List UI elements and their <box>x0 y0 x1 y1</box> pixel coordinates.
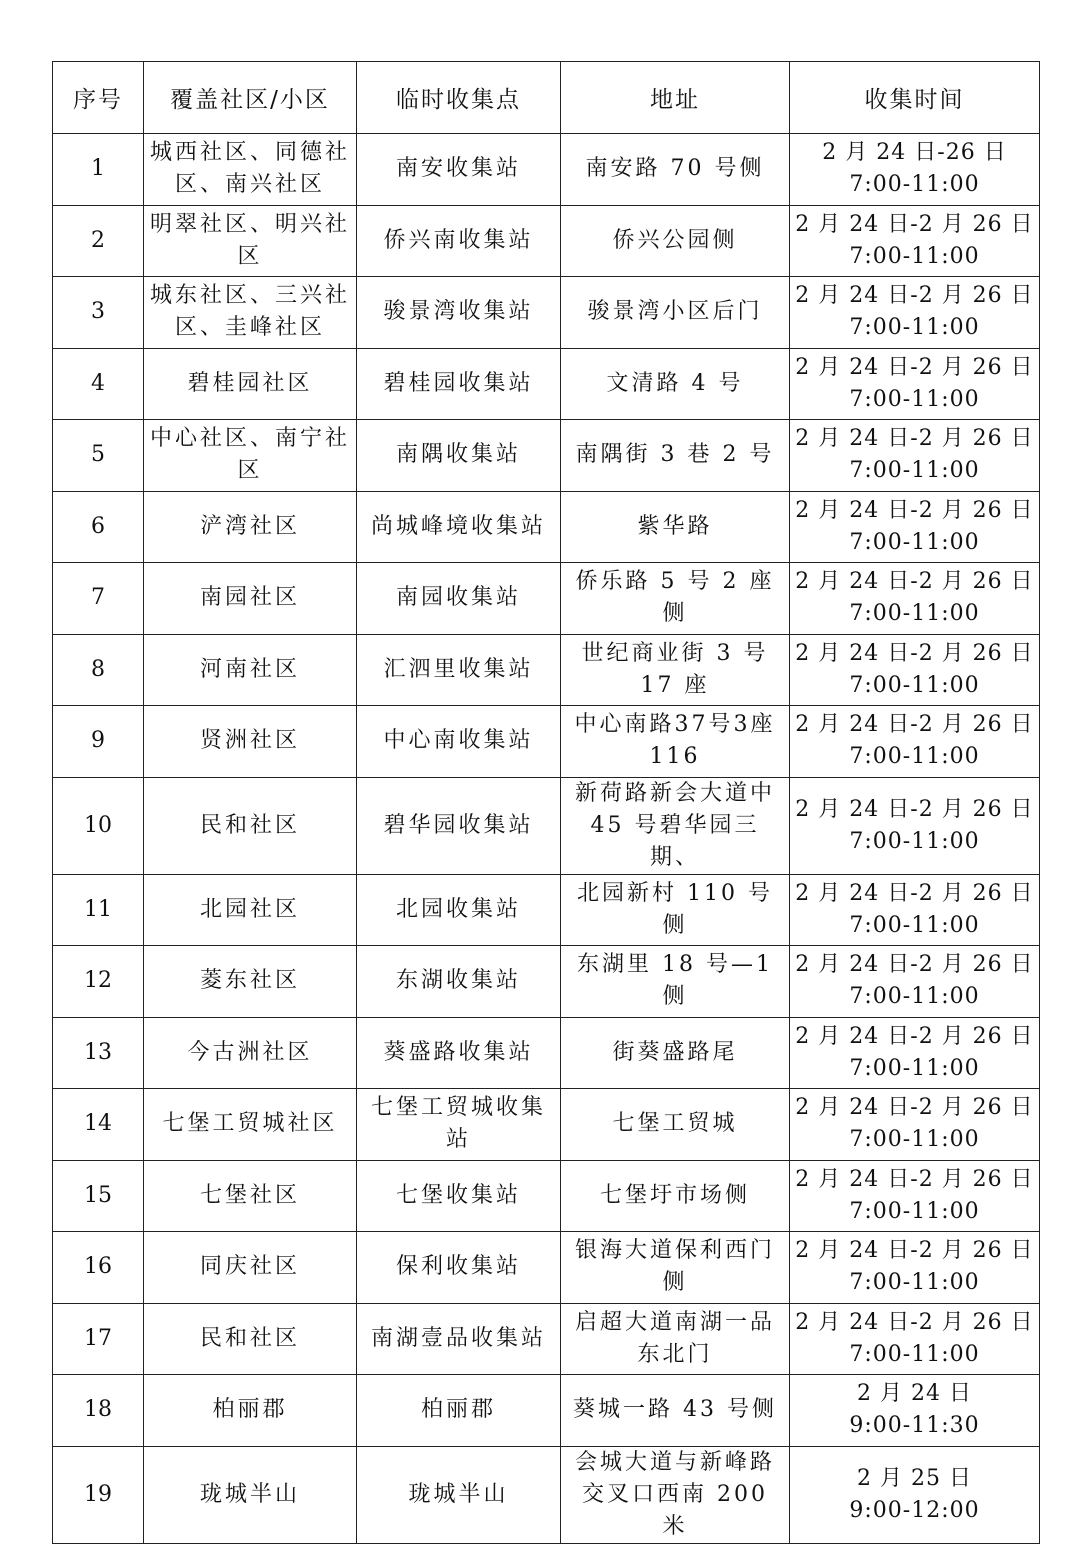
row-collection-point: 南安收集站 <box>357 134 561 206</box>
row-collection-time <box>790 634 1040 706</box>
row-collection-point: 南隅收集站 <box>357 420 561 492</box>
table-row <box>53 1303 1040 1375</box>
row-serial-no: 5 <box>53 420 144 492</box>
table-row <box>53 1017 1040 1089</box>
header-address: 地址 <box>561 62 790 134</box>
row-address: 东湖里 18 号—1 侧 <box>561 946 790 1018</box>
row-serial-no: 19 <box>53 1446 144 1543</box>
row-address: 启超大道南湖一品东北门 <box>561 1303 790 1375</box>
row-address: 七堡圩市场侧 <box>561 1160 790 1232</box>
row-community: 柏丽郡 <box>144 1375 357 1447</box>
row-collection-date: 2 月 24 日-2 月 26 日 <box>795 283 1034 309</box>
row-collection-point: 保利收集站 <box>357 1232 561 1304</box>
row-collection-time <box>790 134 1040 206</box>
row-serial-no: 8 <box>53 634 144 706</box>
row-collection-time <box>790 777 1040 874</box>
row-community: 浐湾社区 <box>144 491 357 563</box>
row-collection-date: 2 月 24 日-2 月 26 日 <box>795 1238 1034 1264</box>
header-collection-time: 收集时间 <box>790 62 1040 134</box>
row-collection-date: 2 月 24 日-2 月 26 日 <box>795 712 1034 738</box>
row-collection-point: 北园收集站 <box>357 874 561 946</box>
row-address: 紫华路 <box>561 491 790 563</box>
row-serial-no: 15 <box>53 1160 144 1232</box>
row-collection-point: 珑城半山 <box>357 1446 561 1543</box>
row-community: 七堡工贸城社区 <box>144 1089 357 1161</box>
row-serial-no: 3 <box>53 277 144 349</box>
table-row <box>53 777 1040 874</box>
row-address: 侨乐路 5 号 2 座侧 <box>561 563 790 635</box>
row-collection-date: 2 月 24 日-2 月 26 日 <box>795 569 1034 595</box>
row-serial-no: 7 <box>53 563 144 635</box>
row-serial-no: 11 <box>53 874 144 946</box>
row-community: 民和社区 <box>144 1303 357 1375</box>
row-serial-no: 6 <box>53 491 144 563</box>
row-address: 世纪商业街 3 号 17 座 <box>561 634 790 706</box>
row-collection-time <box>790 563 1040 635</box>
row-collection-date: 2 月 24 日-2 月 26 日 <box>795 354 1034 380</box>
row-address: 街葵盛路尾 <box>561 1017 790 1089</box>
row-serial-no: 10 <box>53 777 144 874</box>
header-serial-no: 序号 <box>53 62 144 134</box>
row-address: 银海大道保利西门侧 <box>561 1232 790 1304</box>
row-community: 今古洲社区 <box>144 1017 357 1089</box>
row-collection-point: 汇泗里收集站 <box>357 634 561 706</box>
row-address: 侨兴公园侧 <box>561 205 790 277</box>
row-collection-hours: 7:00-11:00 <box>849 744 980 770</box>
row-collection-hours: 7:00-11:00 <box>849 315 980 341</box>
row-community: 同庆社区 <box>144 1232 357 1304</box>
row-collection-hours: 7:00-11:00 <box>849 1055 980 1081</box>
table-row <box>53 205 1040 277</box>
row-address: 北园新村 110 号侧 <box>561 874 790 946</box>
row-collection-date: 2 月 24 日-2 月 26 日 <box>795 880 1034 906</box>
row-collection-date: 2 月 24 日-2 月 26 日 <box>795 497 1034 523</box>
row-collection-hours: 7:00-11:00 <box>849 1198 980 1224</box>
row-community: 明翠社区、明兴社区 <box>144 205 357 277</box>
row-collection-point: 碧华园收集站 <box>357 777 561 874</box>
row-collection-date: 2 月 24 日-2 月 26 日 <box>795 1095 1034 1121</box>
row-community: 城西社区、同德社区、南兴社区 <box>144 134 357 206</box>
row-community: 城东社区、三兴社区、圭峰社区 <box>144 277 357 349</box>
row-collection-time <box>790 348 1040 420</box>
row-address: 南隅街 3 巷 2 号 <box>561 420 790 492</box>
row-collection-time <box>790 1375 1040 1447</box>
row-collection-date: 2 月 24 日-26 日 <box>822 140 1007 166</box>
row-address: 骏景湾小区后门 <box>561 277 790 349</box>
row-collection-point: 南湖壹品收集站 <box>357 1303 561 1375</box>
row-community: 珑城半山 <box>144 1446 357 1543</box>
row-address: 南安路 70 号侧 <box>561 134 790 206</box>
row-collection-point: 柏丽郡 <box>357 1375 561 1447</box>
row-serial-no: 4 <box>53 348 144 420</box>
table-row <box>53 874 1040 946</box>
row-collection-hours: 7:00-11:00 <box>849 386 980 412</box>
table-row <box>53 420 1040 492</box>
row-collection-date: 2 月 24 日-2 月 26 日 <box>795 1309 1034 1335</box>
row-collection-point: 葵盛路收集站 <box>357 1017 561 1089</box>
row-collection-point: 七堡工贸城收集站 <box>357 1089 561 1161</box>
row-collection-point: 东湖收集站 <box>357 946 561 1018</box>
row-collection-point: 七堡收集站 <box>357 1160 561 1232</box>
table-row <box>53 1089 1040 1161</box>
table-row <box>53 348 1040 420</box>
row-community: 北园社区 <box>144 874 357 946</box>
row-collection-date: 2 月 24 日-2 月 26 日 <box>795 640 1034 666</box>
row-collection-hours: 7:00-11:00 <box>849 243 980 269</box>
row-collection-hours: 7:00-11:00 <box>849 601 980 627</box>
row-collection-date: 2 月 24 日-2 月 26 日 <box>795 1166 1034 1192</box>
row-collection-point: 碧桂园收集站 <box>357 348 561 420</box>
table-row <box>53 563 1040 635</box>
table-row <box>53 491 1040 563</box>
table-row <box>53 134 1040 206</box>
row-collection-hours: 7:00-11:00 <box>849 1127 980 1153</box>
row-address: 中心南路37号3座116 <box>561 706 790 778</box>
row-serial-no: 18 <box>53 1375 144 1447</box>
row-collection-point: 侨兴南收集站 <box>357 205 561 277</box>
row-collection-time <box>790 1160 1040 1232</box>
table-body <box>53 134 1040 1544</box>
row-address: 葵城一路 43 号侧 <box>561 1375 790 1447</box>
row-community: 碧桂园社区 <box>144 348 357 420</box>
row-collection-time <box>790 205 1040 277</box>
table-row <box>53 1446 1040 1543</box>
row-collection-date: 2 月 24 日-2 月 26 日 <box>795 952 1034 978</box>
row-community: 七堡社区 <box>144 1160 357 1232</box>
table-row <box>53 277 1040 349</box>
collection-points-table <box>52 61 1040 1544</box>
row-collection-time <box>790 1446 1040 1543</box>
row-collection-date: 2 月 24 日-2 月 26 日 <box>795 796 1034 822</box>
row-serial-no: 12 <box>53 946 144 1018</box>
table-row <box>53 1375 1040 1447</box>
row-address: 七堡工贸城 <box>561 1089 790 1161</box>
row-collection-time <box>790 706 1040 778</box>
table-row <box>53 1232 1040 1304</box>
row-serial-no: 17 <box>53 1303 144 1375</box>
row-collection-date: 2 月 24 日-2 月 26 日 <box>795 211 1034 237</box>
row-collection-point: 尚城峰境收集站 <box>357 491 561 563</box>
row-collection-date: 2 月 25 日 <box>857 1465 972 1491</box>
row-collection-point: 中心南收集站 <box>357 706 561 778</box>
row-community: 河南社区 <box>144 634 357 706</box>
table-header-row <box>53 62 1040 134</box>
row-collection-time <box>790 420 1040 492</box>
row-collection-time <box>790 1232 1040 1304</box>
row-community: 民和社区 <box>144 777 357 874</box>
row-collection-hours: 7:00-11:00 <box>849 529 980 555</box>
row-collection-point: 骏景湾收集站 <box>357 277 561 349</box>
row-collection-date: 2 月 24 日 <box>857 1381 972 1407</box>
row-address: 会城大道与新峰路交叉口西南 200 米 <box>561 1446 790 1543</box>
row-collection-hours: 7:00-11:00 <box>849 912 980 938</box>
header-community: 覆盖社区/小区 <box>144 62 357 134</box>
row-address: 新荷路新会大道中 45 号碧华园三期、 <box>561 777 790 874</box>
row-collection-hours: 9:00-12:00 <box>849 1497 980 1523</box>
row-serial-no: 9 <box>53 706 144 778</box>
row-collection-hours: 7:00-11:00 <box>849 1341 980 1367</box>
row-collection-hours: 7:00-11:00 <box>849 828 980 854</box>
row-collection-hours: 7:00-11:00 <box>849 984 980 1010</box>
row-collection-time <box>790 1303 1040 1375</box>
row-address: 文清路 4 号 <box>561 348 790 420</box>
row-collection-hours: 7:00-11:00 <box>849 458 980 484</box>
row-serial-no: 16 <box>53 1232 144 1304</box>
table-row <box>53 1160 1040 1232</box>
row-community: 菱东社区 <box>144 946 357 1018</box>
row-serial-no: 14 <box>53 1089 144 1161</box>
row-collection-time <box>790 946 1040 1018</box>
row-serial-no: 1 <box>53 134 144 206</box>
row-collection-hours: 7:00-11:00 <box>849 672 980 698</box>
table-row <box>53 706 1040 778</box>
row-serial-no: 13 <box>53 1017 144 1089</box>
row-collection-time <box>790 277 1040 349</box>
row-community: 中心社区、南宁社区 <box>144 420 357 492</box>
row-community: 贤洲社区 <box>144 706 357 778</box>
row-collection-time <box>790 491 1040 563</box>
row-collection-hours: 7:00-11:00 <box>849 1270 980 1296</box>
row-serial-no: 2 <box>53 205 144 277</box>
row-collection-point: 南园收集站 <box>357 563 561 635</box>
row-collection-time <box>790 874 1040 946</box>
row-collection-time <box>790 1017 1040 1089</box>
table-row <box>53 946 1040 1018</box>
row-community: 南园社区 <box>144 563 357 635</box>
row-collection-time <box>790 1089 1040 1161</box>
row-collection-date: 2 月 24 日-2 月 26 日 <box>795 426 1034 452</box>
row-collection-date: 2 月 24 日-2 月 26 日 <box>795 1023 1034 1049</box>
header-collection-point: 临时收集点 <box>357 62 561 134</box>
row-collection-hours: 7:00-11:00 <box>849 172 980 198</box>
row-collection-hours: 9:00-11:30 <box>849 1413 980 1439</box>
table-row <box>53 634 1040 706</box>
